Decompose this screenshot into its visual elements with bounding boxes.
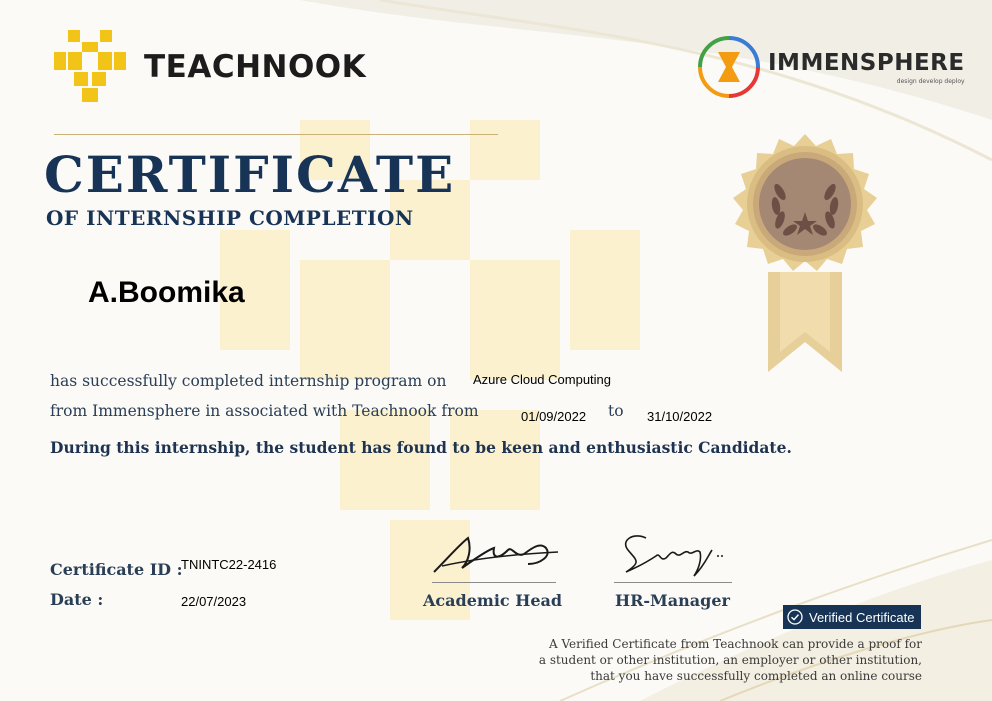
immensphere-tagline: design develop deploy [896,77,965,85]
completion-line: has successfully completed internship program on [50,372,447,390]
immensphere-logo [696,34,965,100]
academic-head-signature [428,528,568,578]
immensphere-mark-icon [696,34,762,100]
certificate-title: CERTIFICATE [44,145,456,204]
hr-manager-signature [616,526,736,582]
academic-head-line [432,582,556,583]
certificate-subtitle: OF INTERNSHIP COMPLETION [46,206,414,230]
end-date: 31/10/2022 [647,409,713,424]
award-seal [720,132,890,382]
immensphere-wordmark: IMMENSPHERE [768,49,965,76]
program-name: Azure Cloud Computing [473,372,612,387]
teachnook-wordmark: TEACHNOOK [144,49,367,85]
hr-manager-line [614,582,732,583]
header-divider [54,134,498,135]
certificate-id-label: Certificate ID : [50,560,183,579]
teachnook-logo [52,28,366,106]
verification-note-line: that you have successfully completed an online course [590,669,922,683]
hr-manager-label: HR-Manager [615,591,730,610]
verification-note [502,636,922,684]
academic-head-label: Academic Head [423,591,563,610]
teachnook-mark-icon [52,28,130,106]
date-value: 22/07/2023 [181,594,247,609]
verification-note-line: a student or other institution, an employer or other institution, [538,653,922,667]
verification-note-line: A Verified Certificate from Teachnook can provide a proof for [548,637,922,651]
association-line: from Immensphere in associated with Teachnook from [50,402,479,420]
performance-statement: During this internship, the student has found to be keen and enthusiastic Candidate. [50,438,792,457]
check-circle-icon [787,609,803,625]
verified-certificate-badge [783,605,921,629]
to-word: to [608,402,624,420]
date-label: Date : [50,590,104,609]
certificate-id-value: TNINTC22-2416 [181,557,277,572]
verified-badge-label: Verified Certificate [809,609,915,625]
recipient-name: A.Boomika [88,276,245,309]
start-date: 01/09/2022 [521,409,587,424]
